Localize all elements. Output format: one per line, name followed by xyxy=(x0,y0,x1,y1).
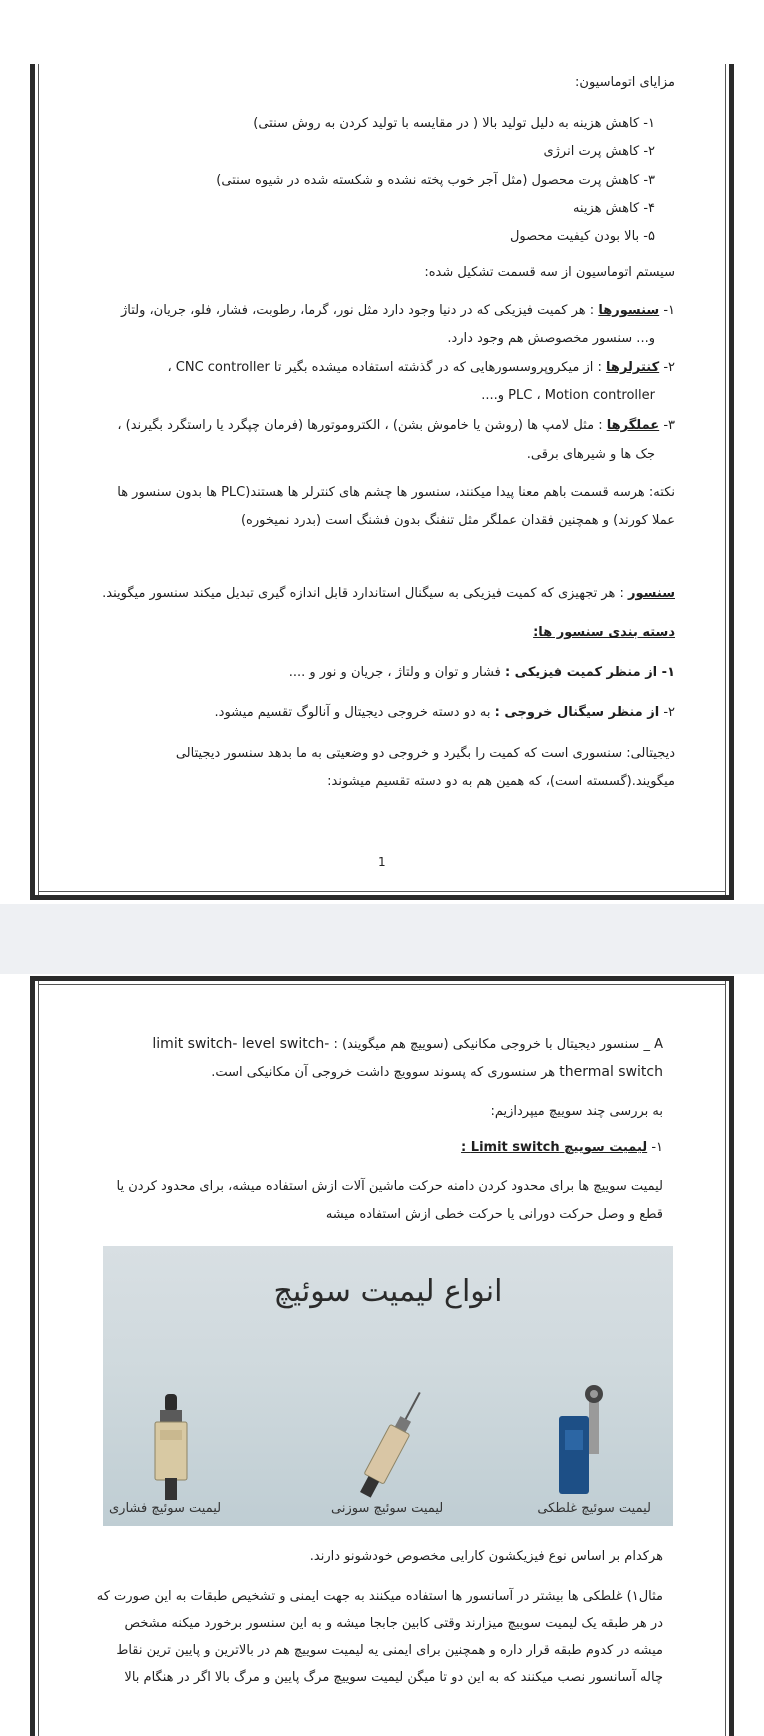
thermal-switch: thermal switch xyxy=(559,1064,663,1080)
item-number: ۱- xyxy=(663,303,675,318)
review-intro: به بررسی چند سوییچ میپردازیم: xyxy=(490,1104,663,1119)
controllers-line-2: PLC ، Motion controller و.... xyxy=(481,388,655,403)
plunger-limit-switch-figure xyxy=(155,1394,187,1500)
example-line-3: میشه در کدوم طبقه قرار داره و همچنین برای ایمنی یه لیمیت سوییچ هم در بالاترین و پایین ترین نقاط xyxy=(116,1643,663,1658)
digital-definition-line-1: دیجیتالی: سنسوری است که کمیت را بگیرد و خروجی دو وضعیتی به ما بدهد سنسور دیجیتالی xyxy=(175,746,675,761)
digital-mechanical-line-2 xyxy=(211,1058,663,1087)
item-number: ۲- xyxy=(659,705,675,720)
page-border-inner xyxy=(38,984,726,985)
advantage-item: ۱- کاهش هزینه به دلیل تولید بالا ( در مقایسه با تولید کردن به روش سنتی) xyxy=(253,116,655,131)
item-number: ۳- xyxy=(663,418,675,433)
roller-limit-switch-figure xyxy=(559,1385,603,1494)
plunger-caption: لیمیت سوئیچ فشاری xyxy=(109,1501,222,1516)
switch-types: limit switch- level switch- xyxy=(152,1036,330,1052)
image-title: انواع لیمیت سوئیچ xyxy=(273,1274,503,1309)
actuators-text: : مثل لامپ ها (روشن یا خاموش بشن) ، الکتروموتورها (فرمان چپگرد یا راستگرد بگیرند) ، xyxy=(117,418,603,433)
limit-switch-illustrations xyxy=(103,1246,673,1526)
classification-label: از منظر سیگنال خروجی : xyxy=(494,705,660,720)
limit-switch-desc-2: قطع و وصل حرکت دورانی یا حرکت خطی ازش استفاده میشه xyxy=(325,1207,663,1222)
page-border-inner xyxy=(725,981,726,1736)
actuators-term: عملگرها xyxy=(606,418,660,433)
page-border-inner xyxy=(38,64,39,895)
whisker-caption: لیمیت سوئیچ سوزنی xyxy=(331,1501,444,1516)
page-gap xyxy=(0,904,764,974)
sensor-term: سنسور xyxy=(628,586,675,601)
advantage-item: ۲- کاهش پرت انرژی xyxy=(543,144,655,159)
sensors-line-1 xyxy=(121,296,675,325)
item-number: ۱- xyxy=(651,1140,663,1155)
classification-label: ۱- از منظر کمیت فیزیکی : xyxy=(504,665,675,680)
controllers-text: : از میکروپروسسورهایی که در گذشته استفاده میشده بگیر تا CNC controller ، xyxy=(167,360,602,375)
note-line-1: نکته: هرسه قسمت باهم معنا پیدا میکنند، سنسور ها چشم های کنترلر ها هستند(PLC ها بدون سنسور ها xyxy=(117,485,675,500)
note-line-2: عملا کورند) و همچنین فقدان عملگر مثل تنفنگ بدون فشنگ است (بدرد نمیخوره) xyxy=(240,513,675,528)
limit-switch-title: لیمیت سوییچ Limit switch : xyxy=(461,1140,648,1155)
digital-mechanical-line-1 xyxy=(152,1030,663,1059)
page-border-inner xyxy=(725,64,726,895)
sensor-definition-text: : هر تجهیزی که کمیت فیزیکی به سیگنال استاندارد قابل اندازه گیری تبدیل میکند سنسور میگویند. xyxy=(102,586,624,601)
classification-item-1 xyxy=(289,658,675,687)
limit-switch-heading xyxy=(461,1133,663,1162)
classification-text: به دو دسته خروجی دیجیتال و آنالوگ تقسیم میشود. xyxy=(214,705,491,720)
controllers-term: کنترلرها xyxy=(606,360,660,375)
advantage-item: ۴- کاهش هزینه xyxy=(572,201,655,216)
classification-text: فشار و توان و ولتاژ ، جریان و نور و .... xyxy=(288,665,501,680)
classification-item-2 xyxy=(215,698,675,727)
page-border-inner xyxy=(38,981,39,1736)
limit-switch-types-image xyxy=(103,1246,673,1526)
item-number: ۲- xyxy=(663,360,675,375)
sensor-definition xyxy=(102,579,675,608)
system-intro: سیستم اتوماسیون از سه قسمت تشکیل شده: xyxy=(424,265,675,280)
classification-heading: دسته بندی سنسور ها: xyxy=(533,625,675,640)
controllers-line-1 xyxy=(167,353,675,382)
page-border-inner xyxy=(38,891,726,892)
switch-suffix-text: هر سنسوری که پسوند سوویچ داشت خروجی آن مکانیکی است. xyxy=(211,1065,556,1080)
each-type-note: هرکدام بر اساس نوع فیزیکشون کارایی مخصوص خودشونو دارند. xyxy=(309,1549,663,1564)
sensors-term: سنسورها xyxy=(598,303,660,318)
roller-caption: لیمیت سوئیچ غلطکی xyxy=(537,1501,651,1516)
example-line-1: مثال۱) غلطکی ها بیشتر در آسانسور ها استفاده میکنند به جهت ایمنی و تشخیص طبقات به این صورت که xyxy=(96,1589,663,1604)
actuators-line-2: جک ها و شیرهای برقی. xyxy=(526,447,655,462)
example-line-4: چاله آسانسور نصب میکنند که به این دو تا میگن لیمیت سوییچ مرگ پایین و مرگ بالا اگر در هنگام بالا xyxy=(124,1670,663,1685)
digital-mechanical-text: A _ سنسور دیجیتال با خروجی مکانیکی (سوییچ هم میگویند) : xyxy=(333,1037,663,1052)
digital-definition-line-2: میگویند.(گسسته است)، که همین هم به دو دسته تقسیم میشوند: xyxy=(327,774,675,789)
actuators-line-1 xyxy=(117,411,675,440)
advantage-item: ۵- بالا بودن کیفیت محصول xyxy=(509,229,655,244)
page-number: 1 xyxy=(378,855,386,869)
sensors-text: : هر کمیت فیزیکی که در دنیا وجود دارد مثل نور، گرما، رطوبت، فشار، فلو، جریان، ولتاژ xyxy=(120,303,595,318)
automation-advantages-heading: مزایای اتوماسیون: xyxy=(575,75,675,90)
whisker-limit-switch-figure xyxy=(356,1387,430,1500)
advantage-item: ۳- کاهش پرت محصول (مثل آجر خوب پخته نشده و شکسته شده در شیوه سنتی) xyxy=(216,173,655,188)
example-line-2: در هر طبقه یک لیمیت سوییچ میزارند وقتی کابین جابجا میشه و به این سنسور برخورد میکنه مشخص xyxy=(124,1616,663,1631)
sensors-line-2: و... سنسور مخصوصش هم وجود دارد. xyxy=(447,331,655,346)
limit-switch-desc-1: لیمیت سوییچ ها برای محدود کردن دامنه حرکت ماشین آلات ازش استفاده میشه، برای محدود کردن یا xyxy=(116,1179,663,1194)
